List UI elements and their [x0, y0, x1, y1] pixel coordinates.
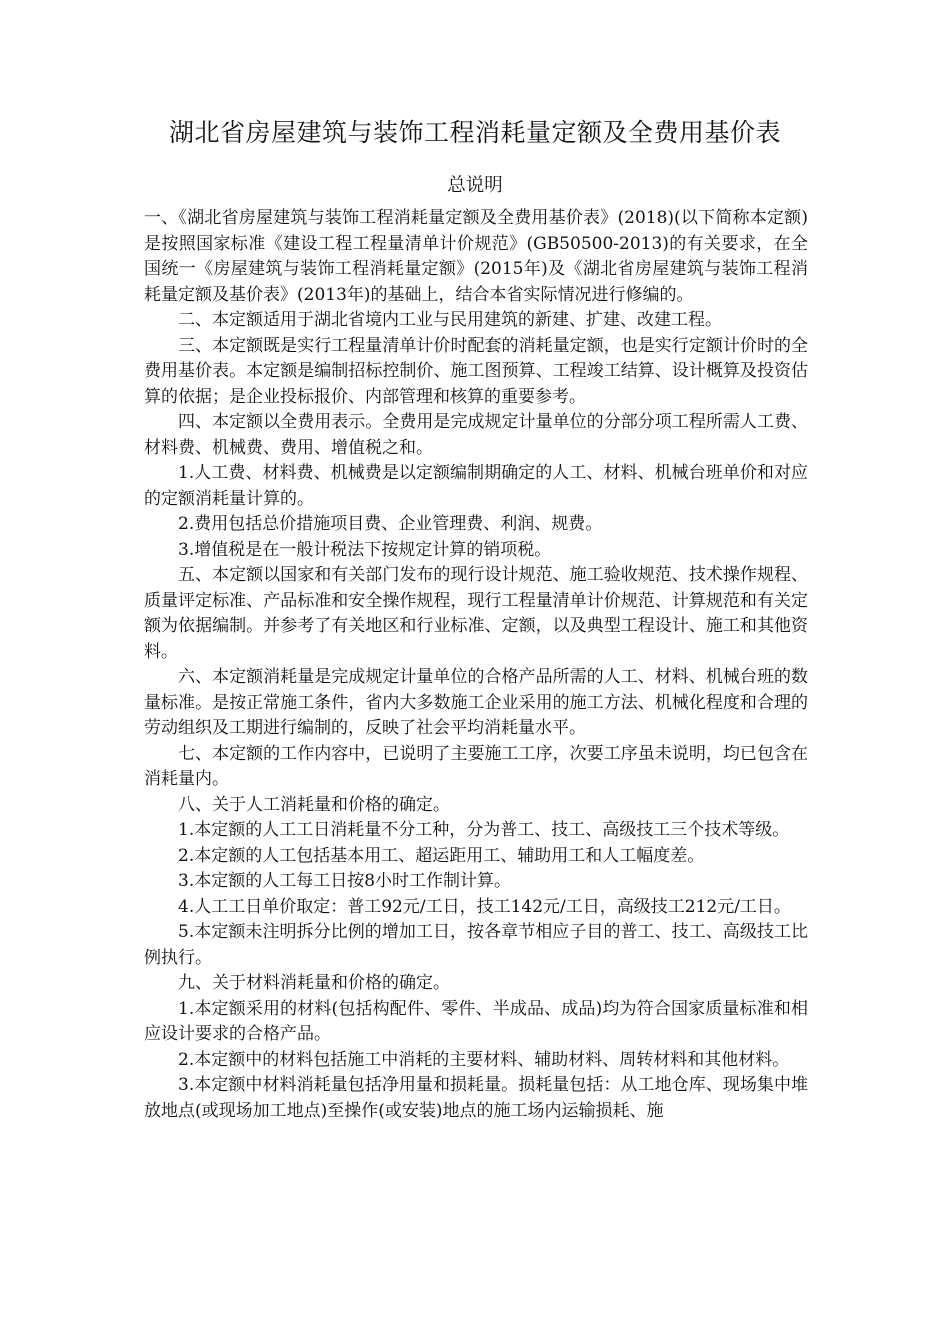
paragraph-8-item-3: 3.本定额的人工每工日按8小时工作制计算。 — [178, 871, 512, 891]
paragraph-2: 二、本定额适用于湖北省境内工业与民用建筑的新建、扩建、改建工程。 — [178, 310, 722, 330]
paragraph-8-item-2: 2.本定额的人工包括基本用工、超运距用工、辅助用工和人工幅度差。 — [178, 845, 705, 866]
document-title: 湖北省房屋建筑与装饰工程消耗量定额及全费用基价表 — [168, 118, 781, 147]
paragraph-6: 六、本定额消耗量是完成规定计量单位的合格产品所需的人工、材料、机械台班的数量标准。是按正常施工条件，省内大多数施工企业采用的施工方法、机械化程度和合理的劳动组织及工期进行编制的，反映了社会平均消耗量水平。 — [144, 667, 808, 738]
paragraph-4-item-1: 1.人工费、材料费、机械费是以定额编制期确定的人工、材料、机械台班单价和对应的定额消耗量计算的。 — [144, 463, 808, 509]
paragraph-5: 五、本定额以国家和有关部门发布的现行设计规范、施工验收规范、技术操作规程、质量评定标准、产品标准和安全操作规程，现行工程量清单计价规范、计算规范和有关定额为依据编制。并参考了有关地区和行业标准、定额，以及典型工程设计、施工和其他资料。 — [144, 565, 808, 662]
paragraph-8-item-4: 4.人工工日单价取定：普工92元/工日，技工142元/工日，高级技工212元/工日。 — [178, 896, 791, 917]
paragraph-8: 八、关于人工消耗量和价格的确定。 — [178, 794, 450, 815]
paragraph-9-item-1: 1.本定额采用的材料(包括构配件、零件、半成品、成品)均为符合国家质量标准和相应设计要求的合格产品。 — [144, 998, 808, 1044]
paragraph-4: 四、本定额以全费用表示。全费用是完成规定计量单位的分部分项工程所需人工费、材料费、机械费、费用、增值税之和。 — [144, 412, 808, 458]
paragraph-9: 九、关于材料消耗量和价格的确定。 — [178, 973, 450, 993]
document-subtitle: 总说明 — [447, 175, 503, 196]
paragraph-8-item-1: 1.本定额的人工工日消耗量不分工种，分为普工、技工、高级技工三个技术等级。 — [178, 820, 790, 840]
paragraph-4-item-2: 2.费用包括总价措施项目费、企业管理费、利润、规费。 — [178, 514, 603, 534]
paragraph-1: 一、《湖北省房屋建筑与装饰工程消耗量定额及全费用基价表》(2018)(以下简称本定额)是按照国家标准《建设工程工程量清单计价规范》(GB50500-2013)的有关要求，在全国统一《房屋建筑与装饰工程消耗量定额》(2015年)及《湖北省房屋建筑与装饰工程消耗量定额及基价表》(2013年)的基础上，结合本省实际情况进行修编的。 — [144, 208, 808, 305]
paragraph-9-item-3: 3.本定额中材料消耗量包括净用量和损耗量。损耗量包括：从工地仓库、现场集中堆放地点(或现场加工地点)至操作(或安装)地点的施工场内运输损耗、施 — [144, 1075, 808, 1121]
paragraph-9-item-2: 2.本定额中的材料包括施工中消耗的主要材料、辅助材料、周转材料和其他材料。 — [178, 1049, 790, 1070]
paragraph-7: 七、本定额的工作内容中，已说明了主要施工工序，次要工序虽未说明，均已包含在消耗量内。 — [144, 743, 808, 789]
paragraph-4-item-3: 3.增值税是在一般计税法下按规定计算的销项税。 — [178, 539, 552, 560]
document-body — [144, 206, 808, 1124]
paragraph-3: 三、本定额既是实行工程量清单计价时配套的消耗量定额，也是实行定额计价时的全费用基价表。本定额是编制招标控制价、施工图预算、工程竣工结算、设计概算及投资估算的依据；是企业投标报价、内部管理和核算的重要参考。 — [144, 335, 808, 407]
paragraph-8-item-5: 5.本定额未注明拆分比例的增加工日，按各章节相应子目的普工、技工、高级技工比例执行。 — [144, 922, 808, 968]
